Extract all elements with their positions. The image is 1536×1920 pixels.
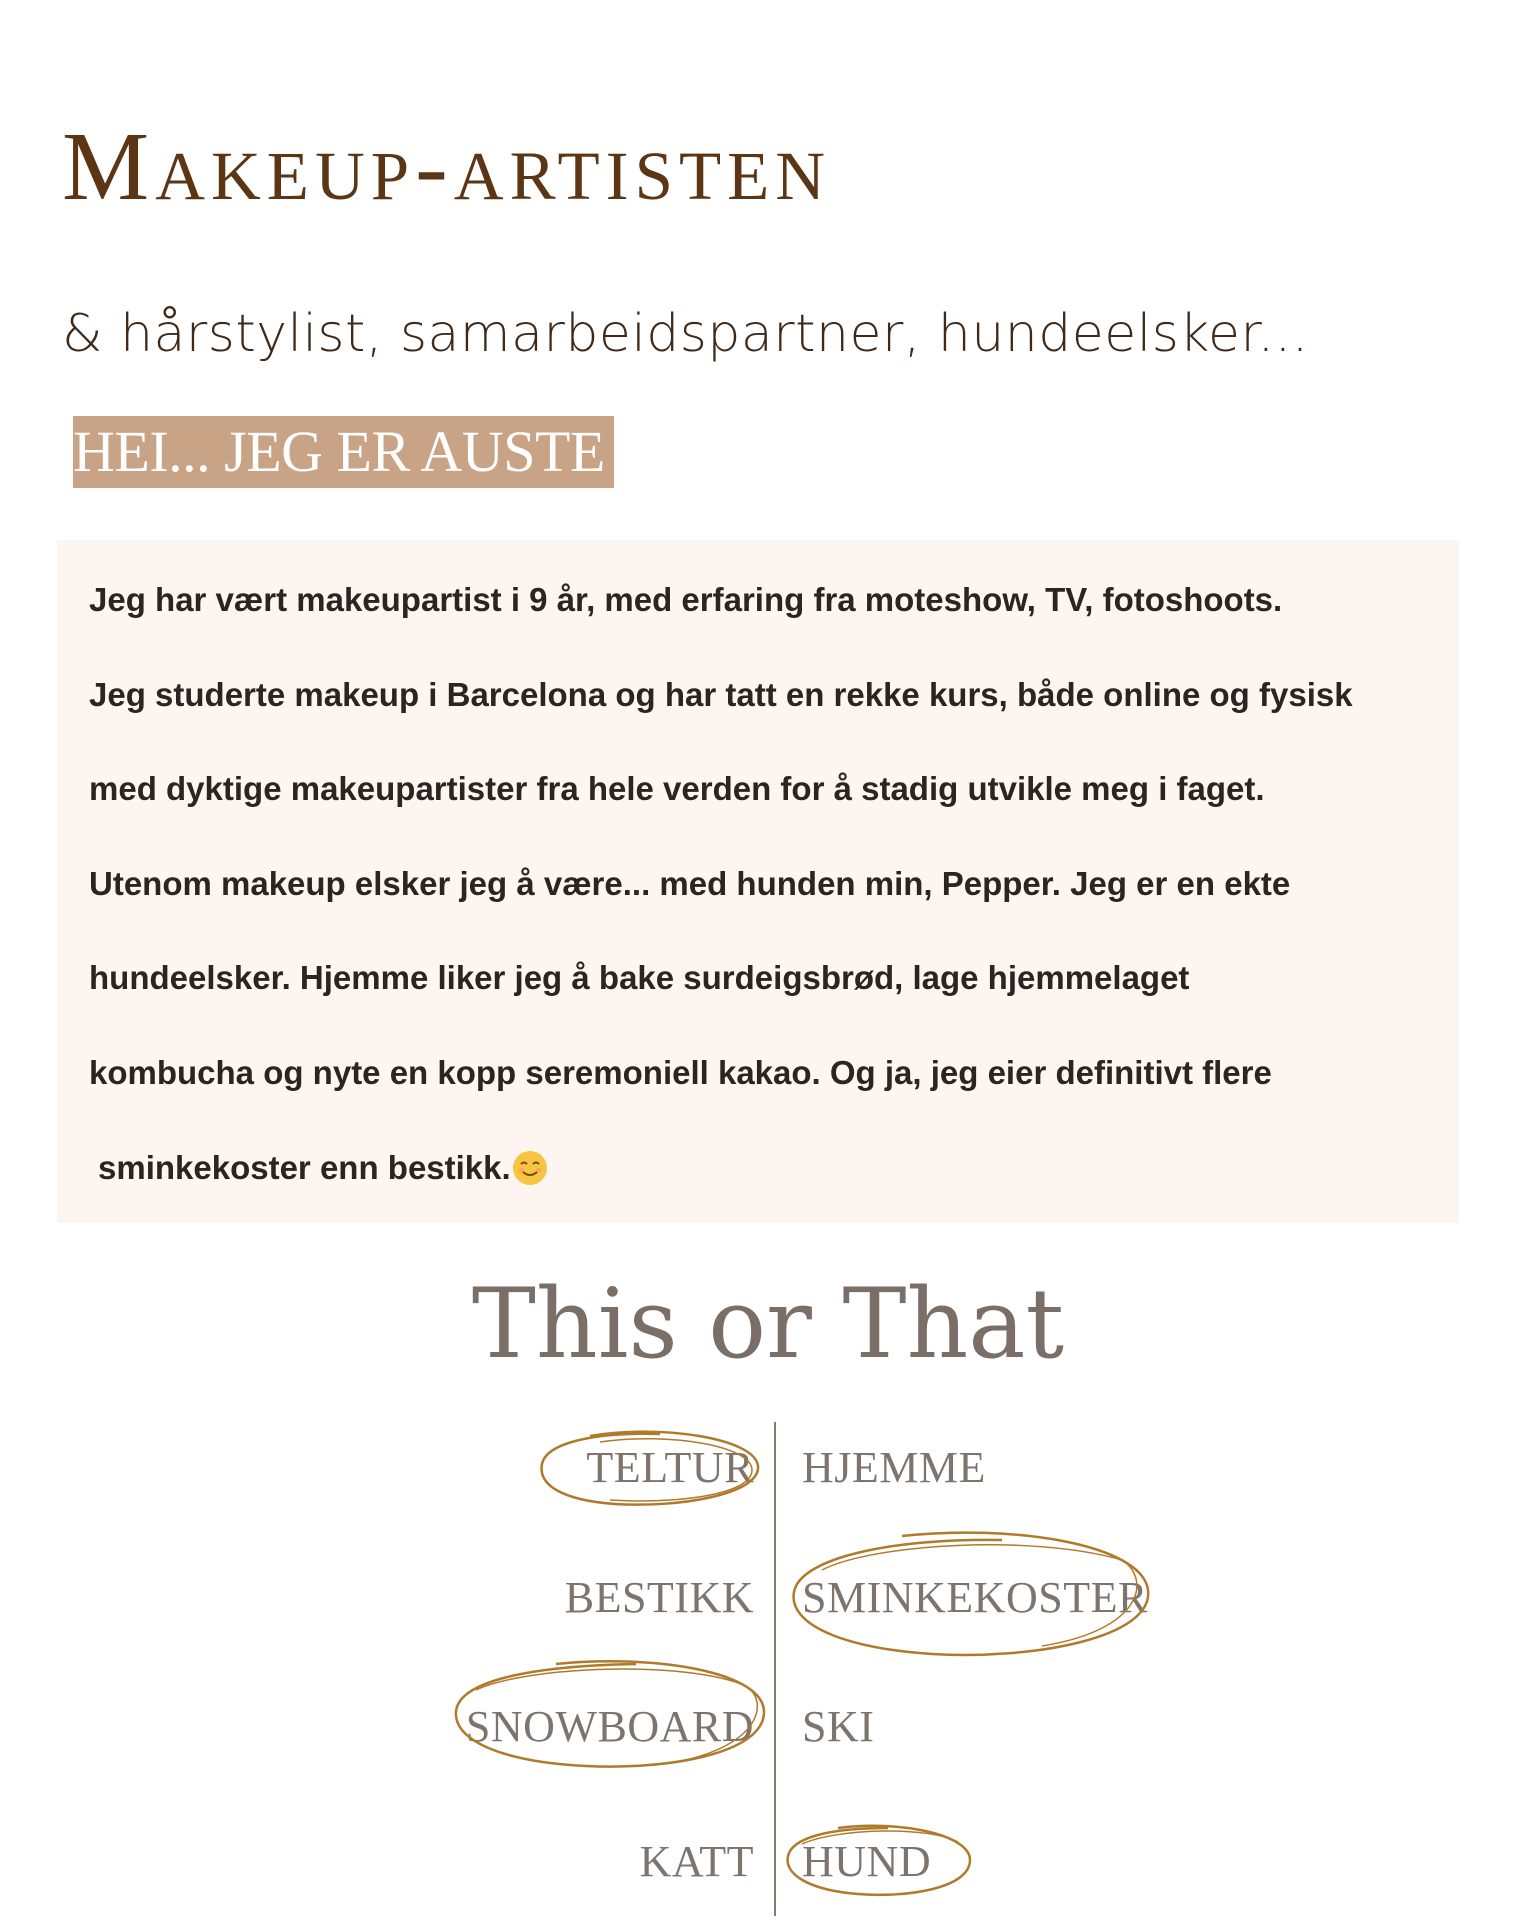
- about-box: [57, 540, 1459, 1223]
- option-hund: HUND: [802, 1837, 932, 1886]
- about-line: hundeelsker. Hjemme liker jeg å bake surdeigsbrød, lage hjemmelaget: [89, 959, 1190, 997]
- about-line: Jeg har vært makeupartist i 9 år, med erfaring fra moteshow, TV, fotoshoots.: [89, 581, 1283, 618]
- option-teltur: TELTUR: [586, 1443, 754, 1492]
- option-ski: SKI: [802, 1702, 875, 1751]
- about-line-text: sminkekoster enn bestikk.: [98, 1148, 511, 1186]
- page-subtitle: & hårstylist, samarbeidspartner, hundeelsker...: [62, 304, 1309, 364]
- page-title: Makeup-artisten: [62, 113, 832, 221]
- option-sminkekoster: SMINKEKOSTER: [802, 1573, 1148, 1622]
- about-line-last: [89, 1144, 1459, 1239]
- option-snowboard: SNOWBOARD: [465, 1702, 754, 1751]
- option-katt: KATT: [639, 1837, 754, 1886]
- about-line: med dyktige makeupartister fra hele verden for å stadig utvikle meg i faget.: [89, 770, 1265, 808]
- about-line: kombucha og nyte en kopp seremoniell kakao. Og ja, jeg eier definitivt flere: [89, 1053, 1272, 1091]
- this-or-that-title: This or That: [471, 1268, 1065, 1380]
- about-line: Utenom makeup elsker jeg å være... med hunden min, Pepper. Jeg er en ekte: [89, 864, 1291, 902]
- about-line: Jeg studerte makeup i Barcelona og har tatt en rekke kurs, både online og fysisk: [89, 675, 1353, 713]
- greeting-banner: HEI... JEG ER AUSTE: [73, 416, 614, 488]
- this-or-that-divider: [774, 1422, 776, 1916]
- smiling-face-icon: [513, 1151, 547, 1185]
- option-bestikk: BESTIKK: [564, 1573, 754, 1622]
- option-hjemme: HJEMME: [802, 1443, 986, 1492]
